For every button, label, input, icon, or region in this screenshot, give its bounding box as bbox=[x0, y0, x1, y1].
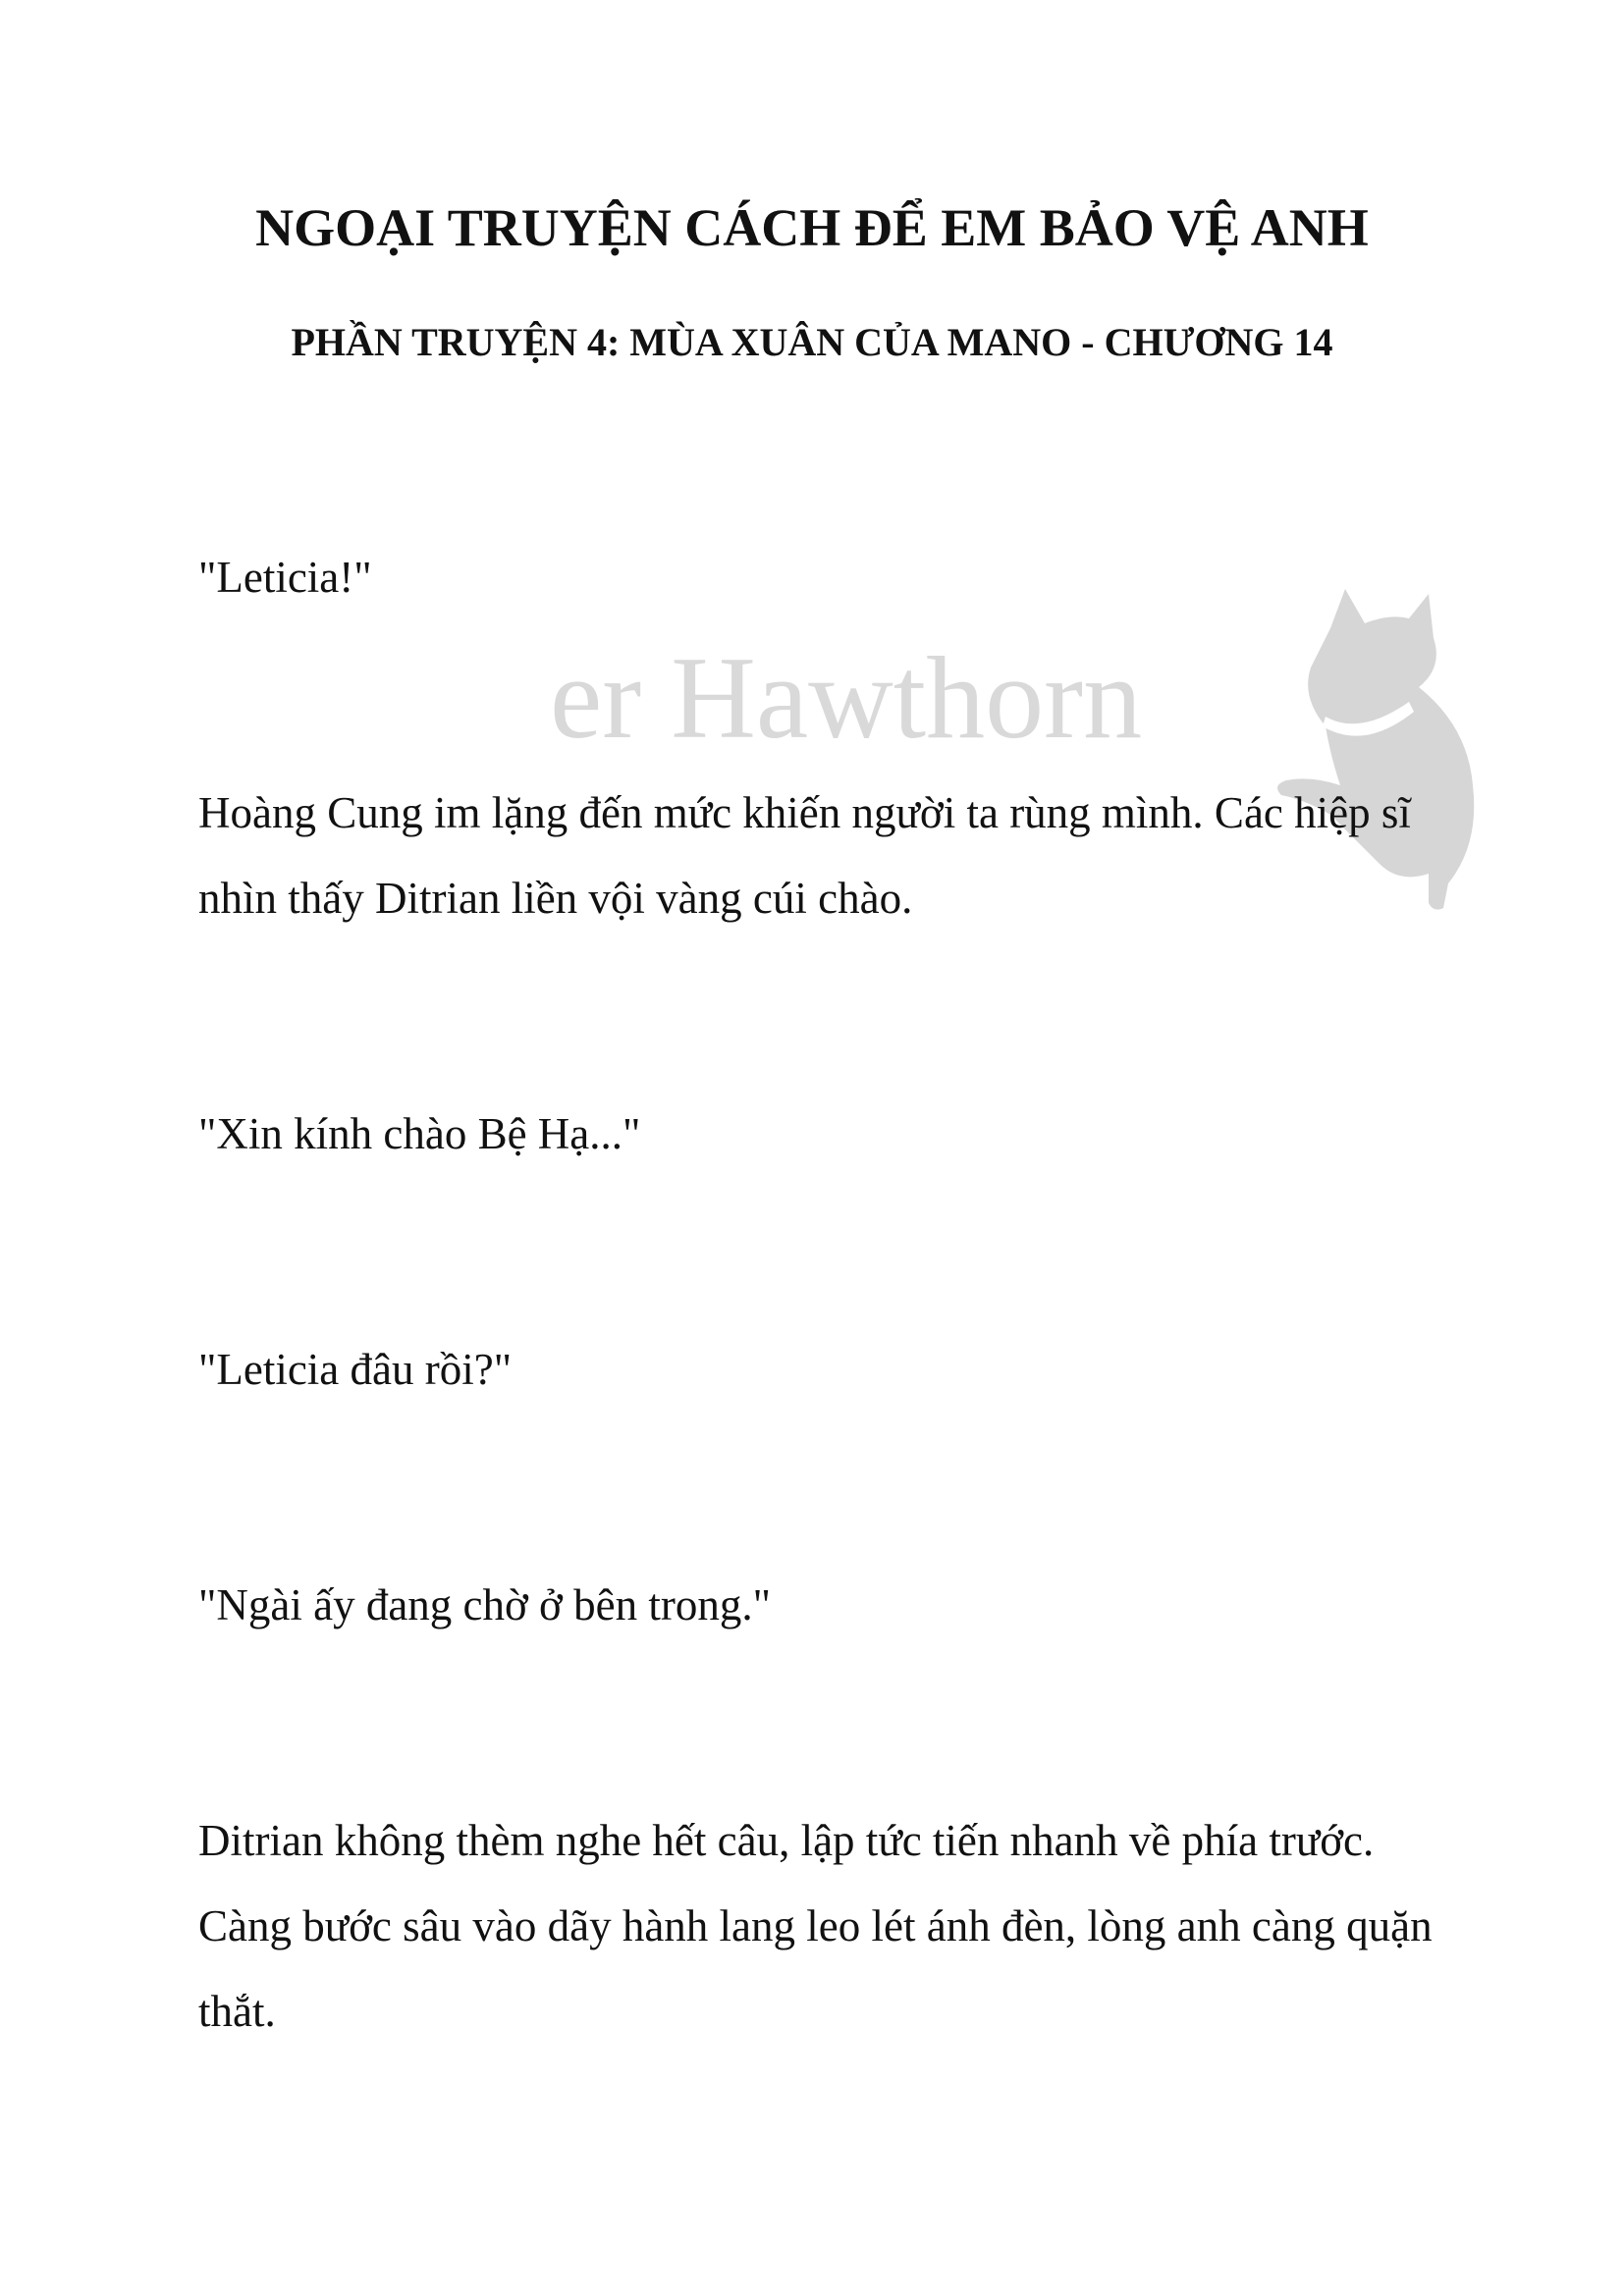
document-title: NGOẠI TRUYỆN CÁCH ĐỂ EM BẢO VỆ ANH bbox=[255, 198, 1369, 257]
chapter-subtitle: PHẦN TRUYỆN 4: MÙA XUÂN CỦA MANO - CHƯƠNG 14 bbox=[291, 320, 1333, 364]
watermark-text: er Hawthorn bbox=[550, 632, 1143, 763]
paragraph: "Xin kính chào Bệ Hạ..." bbox=[198, 1109, 641, 1158]
paragraph: "Ngài ấy đang chờ ở bên trong." bbox=[198, 1580, 771, 1629]
paragraph: "Leticia đâu rồi?" bbox=[198, 1345, 513, 1394]
paragraph: Hoàng Cung im lặng đến mức khiến người ta rùng mình. Các hiệp sĩ nhìn thấy Ditrian liền vội vàng cúi chào. bbox=[198, 788, 1411, 923]
paragraph: Ditrian không thèm nghe hết câu, lập tức tiến nhanh về phía trước. Càng bước sâu vào dãy hành lang leo lét ánh đèn, lòng anh càng quặn thắt. bbox=[198, 1816, 1433, 2036]
paragraph: "Leticia!" bbox=[198, 553, 372, 602]
